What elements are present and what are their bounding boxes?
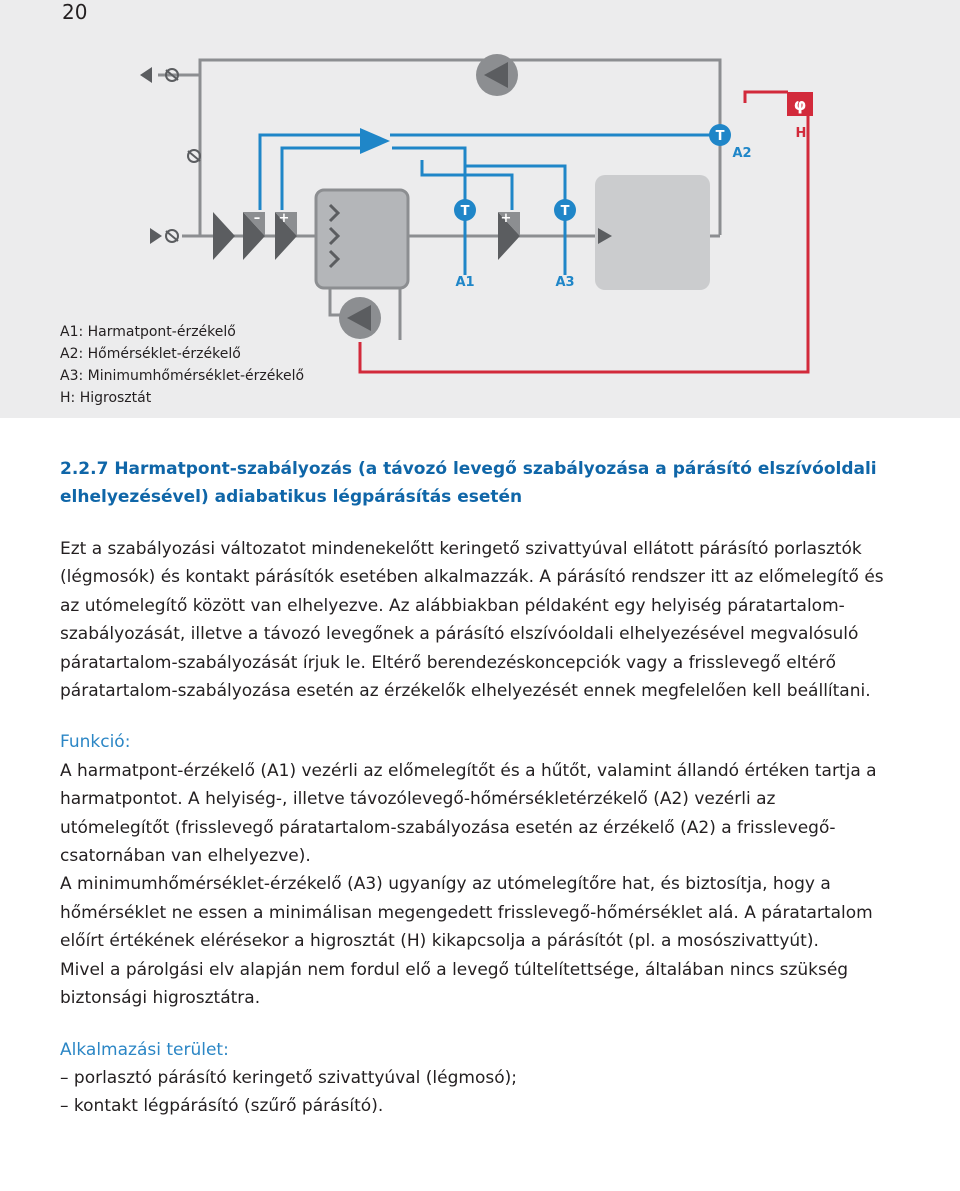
humidifier-chamber xyxy=(316,190,408,288)
sensor-a3-t: T xyxy=(560,204,570,219)
section-heading: 2.2.7 Harmatpont-szabályozás (a távozó levegő szabályozása a párásító elszívóoldali elhelyezésével) adiabatikus légpárásítás esetén xyxy=(60,459,877,507)
sensor-a2-t: T xyxy=(715,129,725,144)
preheater-plus: + xyxy=(278,211,290,226)
function-paragraph-2: A minimumhőmérséklet-érzékelő (A3) ugyanígy az utómelegítőre hat, és biztosítja, hogy a hőmérséklet ne essen a minimálisan megengedett frisslevegő-hőmérséklet alá. A páratartalom előírt értékének elérésekor a higrosztát (H) kikapcsolja a párásítót (pl. a mosószivattyút). xyxy=(60,874,873,952)
cooler-minus: – xyxy=(253,211,261,226)
legend-a2: A2: Hőmérséklet-érzékelő xyxy=(60,346,241,362)
page-number: 20 xyxy=(62,0,88,24)
application-title: Alkalmazási terület: xyxy=(60,1039,229,1060)
application-item-2: – kontakt légpárásító (szűrő párásító). xyxy=(60,1096,384,1117)
function-title: Funkció: xyxy=(60,732,131,753)
legend-a1: A1: Harmatpont-érzékelő xyxy=(60,324,236,340)
function-paragraph-1: A harmatpont-érzékelő (A1) vezérli az előmelegítőt és a hűtőt, valamint állandó értéken tartja a harmatpontot. A helyiség-, illetve távozólevegő-hőmérsékletérzékelő (A2) vezérli az utómelegítőt (frisslevegő páratartalom-szabályozása esetén az érzékelő (A2) a frisslevegő-csatornában van elhelyezve). xyxy=(60,760,877,867)
room-block xyxy=(595,175,710,290)
intake-arrow-icon xyxy=(150,228,162,244)
sensor-a1-t: T xyxy=(460,204,470,219)
label-a2: A2 xyxy=(732,146,752,161)
intro-paragraph: Ezt a szabályozási változatot mindenekelőtt keringető szivattyúval ellátott párásító porlasztók (légmosók) és kontakt párásítók esetében alkalmazzák. A párásító rendszer itt az előmelegítő és az utómelegítő között van elhelyezve. Az alábbiakban példaként egy helyiség páratartalom-szabályozását, illetve a távozó levegőnek a párásító elszívóoldali elhelyezésével megvalósuló páratartalom-szabályozását írjuk le. Eltérő berendezéskoncepciók vagy a frisslevegő eltérő páratartalom-szabályozása esetén az érzékelők elhelyezését ennek megfelelően kell beállítani. xyxy=(60,539,884,702)
label-a1: A1 xyxy=(455,275,475,290)
legend-h: H: Higrosztát xyxy=(60,390,152,406)
function-paragraph-3: Mivel a párolgási elv alapján nem fordul elő a levegő túltelítettsége, általában nincs szükség biztonsági higrosztátra. xyxy=(60,959,849,1009)
damper-icons xyxy=(166,69,200,242)
reheater-plus: + xyxy=(500,211,512,226)
sensor-legend xyxy=(60,321,304,409)
label-h: H xyxy=(795,126,807,141)
application-item-1: – porlasztó párásító keringető szivattyúval (légmosó); xyxy=(60,1067,517,1088)
hygrostat-phi: φ xyxy=(793,95,807,114)
label-a3: A3 xyxy=(555,275,575,290)
legend-a3: A3: Minimumhőmérséklet-érzékelő xyxy=(60,368,305,384)
main-content xyxy=(60,535,890,1121)
exhaust-arrow-icon xyxy=(140,67,152,83)
